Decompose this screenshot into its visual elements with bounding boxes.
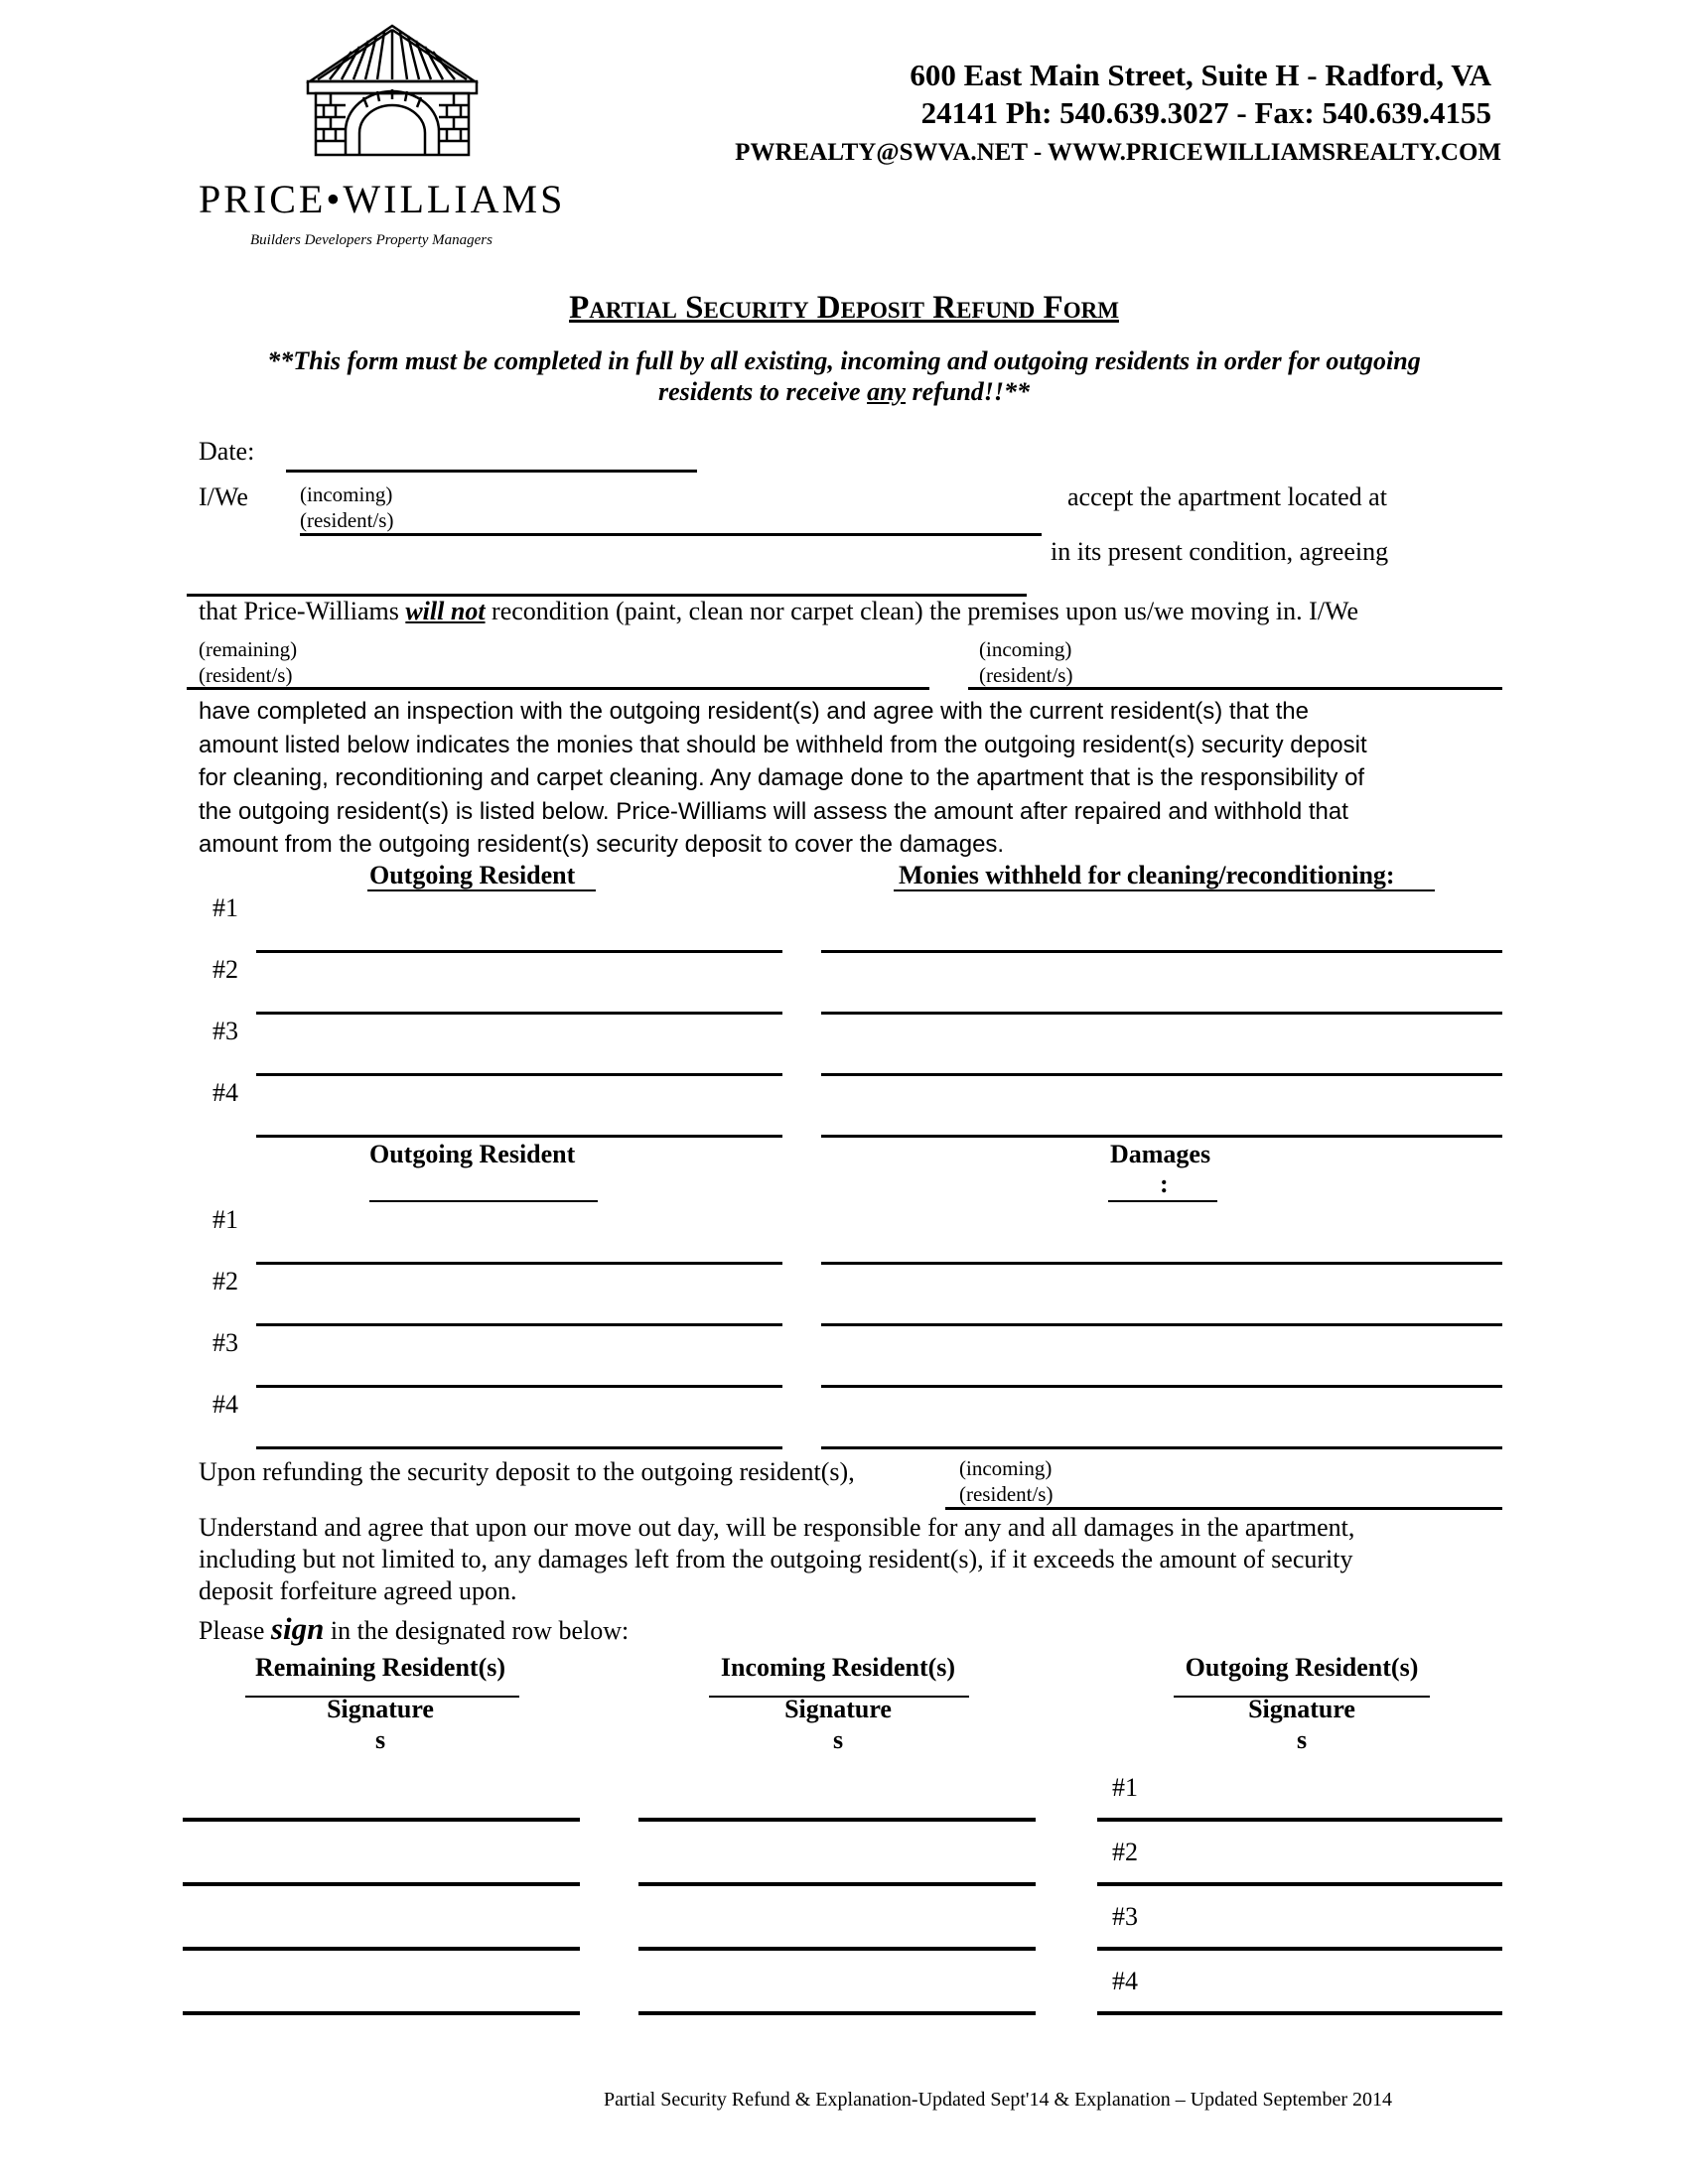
recondition-a: that Price-Williams	[199, 597, 406, 625]
incoming-hint-2-b: (resident/s)	[979, 663, 1073, 687]
present-condition-text: in its present condition, agreeing	[1051, 537, 1389, 566]
notice-text-a: residents to receive	[657, 377, 868, 406]
sig-col-sub2: s	[374, 1725, 386, 1754]
please-a: Please	[199, 1616, 271, 1645]
sig-col-header: Remaining Resident(s)	[254, 1653, 506, 1682]
section1-monies-field[interactable]	[821, 950, 1502, 953]
incoming-hint-3-a: (incoming)	[959, 1456, 1053, 1480]
incoming-hint-2	[979, 636, 1072, 688]
inspection-line: for cleaning, reconditioning and carpet cleaning. Any damage done to the apartment that is the responsibility of	[199, 764, 1365, 791]
logo-tagline: Builders Developers Property Managers	[250, 232, 492, 248]
sig-col-incoming-header	[698, 1653, 978, 1683]
section1-right-header-underline	[894, 889, 1435, 891]
section1-left-header: Outgoing Resident	[369, 861, 576, 889]
remaining-residents-field[interactable]	[187, 687, 929, 690]
sig-row-label: #3	[1112, 1902, 1138, 1931]
section2-right-header-underline	[1108, 1200, 1217, 1202]
iwe-label: I/We	[199, 482, 248, 511]
sig-col-outgoing-header	[1162, 1653, 1442, 1683]
section2-damages-field[interactable]	[821, 1385, 1502, 1388]
incoming-residents-field[interactable]	[300, 533, 1042, 536]
section1-resident-field[interactable]	[256, 950, 782, 953]
section2-row-label: #3	[212, 1328, 238, 1357]
remaining-signature-field[interactable]	[183, 1818, 580, 1822]
section1-resident-field[interactable]	[256, 1073, 782, 1076]
section1-resident-field[interactable]	[256, 1135, 782, 1138]
section1-right-header: Monies withheld for cleaning/reconditioning:	[899, 861, 1395, 889]
outgoing-signature-field[interactable]	[1097, 1947, 1502, 1951]
recondition-c: recondition (paint, clean nor carpet clean) the premises upon us/we moving in. I/We	[485, 597, 1359, 625]
outgoing-signature-field[interactable]	[1097, 1818, 1502, 1822]
notice-line-2	[149, 376, 1539, 407]
inspection-line: amount listed below indicates the monies that should be withheld from the outgoing resident(s) security deposit	[199, 731, 1367, 758]
section1-row-label: #4	[212, 1078, 238, 1107]
company-logo	[189, 22, 616, 260]
inspection-line: amount from the outgoing resident(s) security deposit to cover the damages.	[199, 831, 1005, 858]
section2-damages-field[interactable]	[821, 1446, 1502, 1449]
incoming-hint-1-b: (resident/s)	[300, 508, 394, 532]
accept-text: accept the apartment located at	[1067, 482, 1387, 511]
remaining-hint-a: (remaining)	[199, 637, 298, 661]
section2-row-label: #1	[212, 1205, 238, 1234]
incoming-hint-2-a: (incoming)	[979, 637, 1072, 661]
sig-col-header: Incoming Resident(s)	[720, 1653, 956, 1682]
understand-line: including but not limited to, any damages left from the outgoing resident(s), if it exceeds the amount of security	[199, 1545, 1353, 1573]
address-line-1: 600 East Main Street, Suite H - Radford, VA	[910, 58, 1491, 92]
address-line-2: 24141 Ph: 540.639.3027 - Fax: 540.639.4155	[920, 95, 1491, 130]
sig-col-sub1: Signature	[1248, 1695, 1355, 1723]
section1-row-label: #3	[212, 1017, 238, 1045]
incoming-signature-field[interactable]	[638, 1818, 1036, 1822]
logo-name: PRICE•WILLIAMS	[199, 177, 566, 221]
incoming-hint-3-b: (resident/s)	[959, 1482, 1054, 1506]
sig-col-outgoing-sub	[1162, 1694, 1442, 1755]
sig-col-incoming-sub	[698, 1694, 978, 1755]
section1-monies-field[interactable]	[821, 1012, 1502, 1015]
sig-row-label: #2	[1112, 1838, 1138, 1866]
sig-col-remaining-header	[240, 1653, 520, 1683]
notice-emphasis: any	[867, 377, 907, 406]
date-label: Date:	[199, 437, 255, 466]
sig-col-remaining-sub	[240, 1694, 520, 1755]
section2-row-label: #2	[212, 1267, 238, 1296]
section2-resident-field[interactable]	[256, 1446, 782, 1449]
notice-line-1: **This form must be completed in full by all existing, incoming and outgoing residents in order for outgoing	[267, 346, 1421, 375]
notice-text-c: refund!!**	[906, 377, 1031, 406]
please-c: in the designated row below:	[324, 1616, 630, 1645]
incoming-signature-field[interactable]	[638, 1947, 1036, 1951]
understand-line: Understand and agree that upon our move out day, will be responsible for any and all damages in the apartment,	[199, 1513, 1355, 1542]
form-notice	[149, 345, 1539, 407]
incoming-signature-field[interactable]	[638, 2011, 1036, 2015]
understand-paragraph	[199, 1512, 1569, 1607]
section1-left-header-underline	[367, 889, 596, 891]
refund-text: Upon refunding the security deposit to the outgoing resident(s),	[199, 1457, 855, 1486]
sig-row-label: #4	[1112, 1967, 1138, 1995]
incoming-residents-field-2[interactable]	[968, 687, 1502, 690]
section2-right-header-colon: :	[1160, 1169, 1169, 1198]
sig-col-header: Outgoing Resident(s)	[1185, 1653, 1419, 1682]
sig-col-sub1: Signature	[327, 1695, 434, 1723]
incoming-residents-field-3[interactable]	[945, 1507, 1502, 1510]
remaining-hint	[199, 636, 297, 688]
section1-resident-field[interactable]	[256, 1012, 782, 1015]
sig-col-sub1: Signature	[784, 1695, 892, 1723]
contact-line: PWREALTY@SWVA.NET - WWW.PRICEWILLIAMSREALTY.COM	[735, 139, 1501, 166]
section1-row-label: #1	[212, 893, 238, 922]
understand-line: deposit forfeiture agreed upon.	[199, 1576, 517, 1605]
sign-emphasis: sign	[270, 1611, 325, 1646]
inspection-line: have completed an inspection with the outgoing resident(s) and agree with the current resident(s) that the	[199, 698, 1309, 725]
remaining-hint-b: (resident/s)	[199, 663, 293, 687]
section2-damages-field[interactable]	[821, 1262, 1502, 1265]
section2-damages-field[interactable]	[821, 1323, 1502, 1326]
section2-right-header: Damages	[1110, 1140, 1211, 1168]
incoming-hint-1	[300, 481, 393, 533]
section2-row-label: #4	[212, 1390, 238, 1419]
remaining-signature-field[interactable]	[183, 1882, 580, 1886]
remaining-signature-field[interactable]	[183, 2011, 580, 2015]
section2-left-header-underline	[369, 1200, 598, 1202]
sig-col-sub2: s	[832, 1725, 844, 1754]
section2-left-header: Outgoing Resident	[369, 1140, 576, 1168]
inspection-line: the outgoing resident(s) is listed below. Price-Williams will assess the amount after repaired and withhold that	[199, 797, 1348, 825]
outgoing-signature-field[interactable]	[1097, 2011, 1502, 2015]
outgoing-signature-field[interactable]	[1097, 1882, 1502, 1886]
section1-row-label: #2	[212, 955, 238, 984]
section2-resident-field[interactable]	[256, 1262, 782, 1265]
date-field[interactable]	[286, 470, 697, 473]
please-sign-text	[199, 1611, 629, 1647]
section2-resident-field[interactable]	[256, 1385, 782, 1388]
building-logo-icon	[298, 22, 487, 161]
incoming-signature-field[interactable]	[638, 1882, 1036, 1886]
incoming-hint-3	[959, 1455, 1053, 1507]
incoming-hint-1-a: (incoming)	[300, 482, 393, 506]
section2-resident-field[interactable]	[256, 1323, 782, 1326]
recondition-text	[199, 597, 1358, 626]
section1-monies-field[interactable]	[821, 1135, 1502, 1138]
remaining-signature-field[interactable]	[183, 1947, 580, 1951]
form-title: Partial Security Deposit Refund Form	[569, 290, 1119, 326]
sig-col-sub2: s	[1296, 1725, 1308, 1754]
will-not-emphasis: will not	[405, 597, 486, 625]
sig-row-label: #1	[1112, 1773, 1138, 1802]
footer-text: Partial Security Refund & Explanation-Updated Sept'14 & Explanation – Updated September 2014	[604, 2089, 1392, 2111]
section1-monies-field[interactable]	[821, 1073, 1502, 1076]
inspection-paragraph	[199, 695, 1549, 862]
